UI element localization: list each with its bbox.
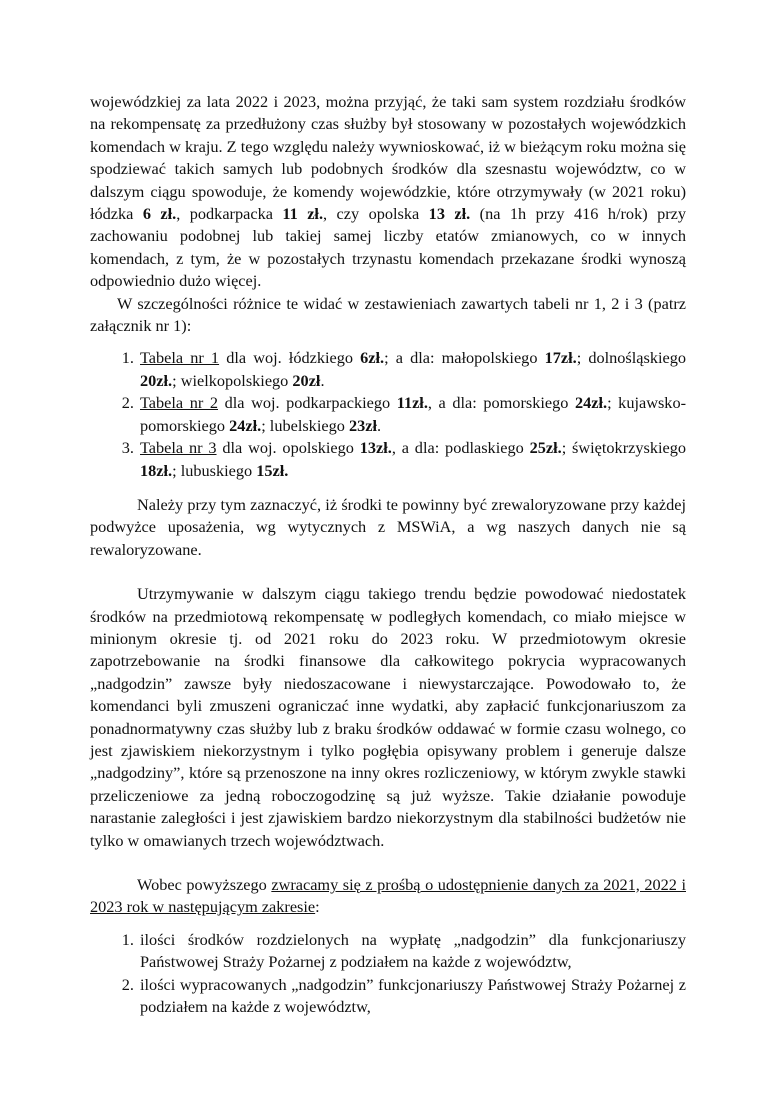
list-amount: 23zł [348,415,377,435]
list-text: ; świętokrzyskiego [561,438,686,458]
list-amount: 24zł. [229,415,262,435]
list-amount: 13zł. [359,438,392,458]
list-amount: 11zł. [396,393,428,413]
list-text: ; a dla: małopolskiego [384,348,545,368]
list-text: dla woj. podkarpackiego [218,393,397,413]
paragraph-5 [90,874,686,919]
paragraph-1 [90,91,686,293]
list-text: , a dla: pomorskiego [427,393,575,413]
table-link[interactable]: Tabela nr 1 [140,348,220,368]
document-body [90,91,686,1018]
list-amount: 15zł. [256,460,289,480]
paragraph-1-text: (na 1h przy 416 h/rok) przy zachowaniu podobnej lub takiej samej liczby etatów zmianowych, co w innych komendach, z tym, że w pozostałych trzynastu komendach przekazane środki wynoszą odpowiednio dużo więcej. [90,204,687,291]
list-text: dla woj. opolskiego [216,438,360,458]
paragraph-5-text: Wobec powyższego [137,875,272,894]
list-amount: 20zł. [140,370,173,390]
list-text: , a dla: podlaskiego [391,438,530,458]
list-item [138,392,686,437]
table-link[interactable]: Tabela nr 2 [140,393,219,413]
request-underlined: zwracamy się z prośbą o udostępnienie danych za 2021, 2022 i 2023 rok w następującym zakresie [90,875,686,917]
amount-podkarpacka: 11 zł. [282,204,324,224]
list-item: 2. ilości wypracowanych „nadgodzin” funkcjonariuszy Państwowej Straży Pożarnej z podziałem na każde z województw, [138,974,686,1019]
paragraph-5-text: : [315,897,320,917]
paragraph-2: W szczególności różnice te widać w zestawieniach zawartych tabeli nr 1, 2 i 3 (patrz załącznik nr 1): [90,293,686,336]
list-text: ; wielkopolskiego [172,370,293,390]
list-amount: 17zł. [544,348,577,368]
list-item [138,437,686,482]
list-text: ; lubelskiego [261,415,349,435]
amount-opolska: 13 zł. [428,204,471,224]
paragraph-1-text: , czy opolska [323,204,429,224]
request-list [90,929,686,1019]
list-amount: 20zł [292,370,321,390]
table-link[interactable]: Tabela nr 3 [140,438,217,458]
paragraph-1-text: , podkarpacka [176,204,283,224]
tables-list [90,347,686,481]
list-item: 1. ilości środków rozdzielonych na wypłatę „nadgodzin” dla funkcjonariuszy Państwowej Straży Pożarnej z podziałem na każde z województw, [138,929,686,974]
paragraph-1-text: wojewódzkiej za lata 2022 i 2023, można przyjąć, że taki sam system rozdziału środków na rekompensatę za przedłużony czas służby był stosowany w pozostałych wojewódzkich komendach w kraju. Z tego względu należy wywnioskować, iż w bieżącym roku można się spodziewać takich samych lub podobnych środków dla szesnastu województw, co w dalszym ciągu spowoduje, że komendy wojewódzkie, które otrzymywały (w 2021 roku) łódzka [90,92,686,224]
paragraph-3: Należy przy tym zaznaczyć, iż środki te powinny być zrewaloryzowane przy każdej podwyżce uposażenia, wg wytycznych z MSWiA, a wg naszych danych nie są rewaloryzowane. [90,494,686,559]
list-text: ; dolnośląskiego [576,348,687,368]
list-text: . [376,415,382,435]
list-text: ; lubuskiego [172,460,257,480]
amount-lodzka: 6 zł. [142,204,177,224]
list-text: ; kujawsko-pomorskiego [140,393,687,435]
list-text: . [320,370,325,390]
list-item [138,347,686,392]
list-amount: 24zł. [574,393,608,413]
paragraph-4: Utrzymywanie w dalszym ciągu takiego trendu będzie powodować niedostatek środków na przedmiotową rekompensatę w podległych komendach, co miało miejsce w minionym okresie tj. od 2021 roku do 2023 roku. W przedmiotowym okresie zapotrzebowanie na środki finansowe dla całkowitego pokrycia wypracowanych „nadgodzin” zawsze były niedoszacowane i niewystarczające. Powodowało to, że komendanci byli zmuszeni ograniczać inne wydatki, aby zapłacić funkcjonariuszom za ponadnormatywny czas służby lub z braku środków oddawać w formie czasu wolnego, co jest zjawiskiem niekorzystnym i tylko pogłębia opisywany problem i generuje dalsze „nadgodziny”, które są przenoszone na inny okres rozliczeniowy, w którym zwykle stawki przeliczeniowe za jedną roboczogodzinę są już wyższe. Takie działanie powoduje narastanie zaległości i jest zjawiskiem bardzo niekorzystnym dla stabilności budżetów nie tylko w omawianych trzech województwach. [90,584,686,850]
list-amount: 18zł. [140,460,173,480]
list-amount: 25zł. [529,438,562,458]
list-amount: 6zł. [360,348,385,368]
list-text: dla woj. łódzkiego [219,348,361,368]
